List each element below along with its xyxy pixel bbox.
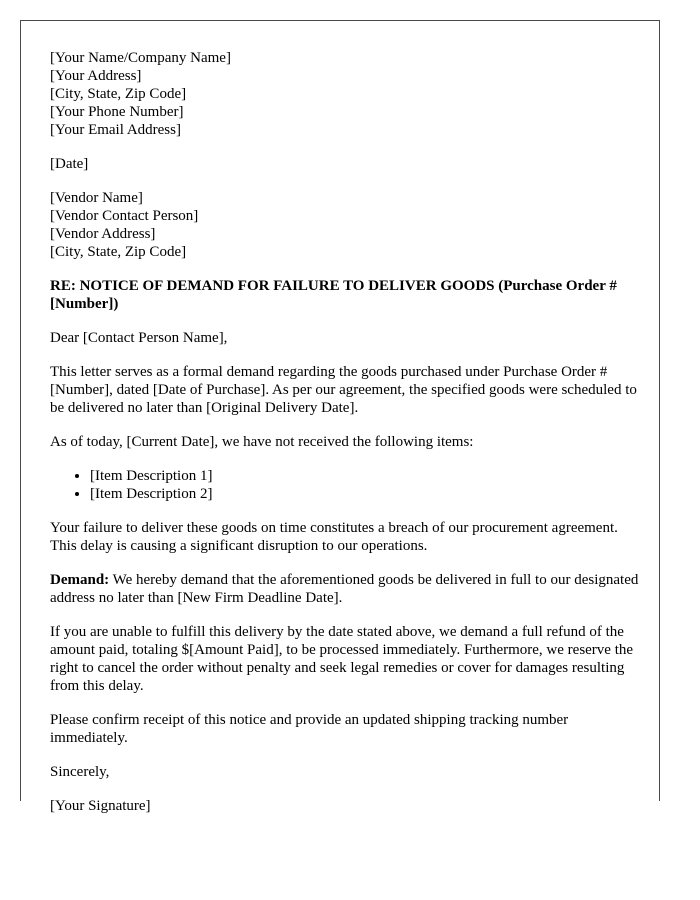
status-paragraph: As of today, [Current Date], we have not received the following items: xyxy=(50,434,474,450)
subject-line: RE: NOTICE OF DEMAND FOR FAILURE TO DELIVER GOODS (Purchase Order #[Number]) xyxy=(50,278,617,312)
sender-city-state-zip: [City, State, Zip Code] xyxy=(50,86,187,102)
sender-block xyxy=(50,49,640,139)
items-list xyxy=(50,467,640,503)
vendor-address: [Vendor Address] xyxy=(50,226,156,242)
sender-email: [Your Email Address] xyxy=(50,122,181,138)
demand-label: Demand: xyxy=(50,572,110,588)
letter-date: [Date] xyxy=(50,156,89,172)
demand-text: We hereby demand that the aforementioned goods be delivered in full to our designated address no later than [New Firm Deadline Date]. xyxy=(50,572,639,606)
letter-body xyxy=(50,49,640,815)
breach-paragraph: Your failure to deliver these goods on time constitutes a breach of our procurement agreement. This delay is causing a significant disruption to our operations. xyxy=(50,520,618,554)
salutation: Dear [Contact Person Name], xyxy=(50,330,228,346)
signature: [Your Signature] xyxy=(50,798,151,814)
sender-address: [Your Address] xyxy=(50,68,142,84)
list-item: • [Item Description 1] xyxy=(90,467,640,485)
sender-name: [Your Name/Company Name] xyxy=(50,50,231,66)
recipient-block xyxy=(50,189,640,261)
list-item: • [Item Description 2] xyxy=(90,485,640,503)
intro-paragraph: This letter serves as a formal demand regarding the goods purchased under Purchase Order #[Number], dated [Date of Purchase]. As per our agreement, the specified goods were scheduled to be delivered no later than [Original Delivery Date]. xyxy=(50,364,637,416)
vendor-contact-person: [Vendor Contact Person] xyxy=(50,208,199,224)
vendor-city-state-zip: [City, State, Zip Code] xyxy=(50,244,187,260)
demand-paragraph xyxy=(50,571,640,607)
vendor-name: [Vendor Name] xyxy=(50,190,143,206)
sender-phone: [Your Phone Number] xyxy=(50,104,184,120)
letter-page xyxy=(20,20,660,814)
closing: Sincerely, xyxy=(50,764,110,780)
refund-paragraph: If you are unable to fulfill this delivery by the date stated above, we demand a full refund of the amount paid, totaling $[Amount Paid], to be processed immediately. Furthermore, we reserve the right to cancel the order without penalty and seek legal remedies or cover for damages resulting from this delay. xyxy=(50,624,634,694)
confirm-paragraph: Please confirm receipt of this notice and provide an updated shipping tracking number immediately. xyxy=(50,712,569,746)
